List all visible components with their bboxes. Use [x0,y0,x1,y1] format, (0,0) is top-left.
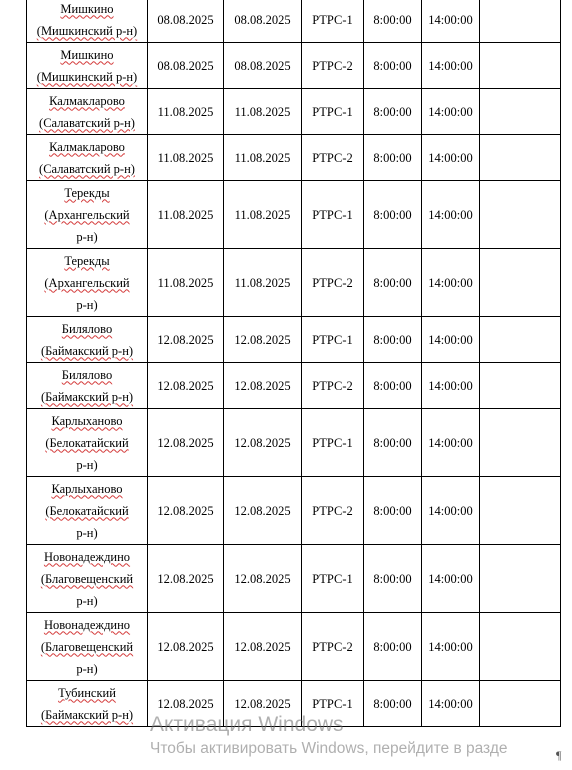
cell-end-date: 08.08.2025 [224,43,302,89]
cell-time-end: 14:00:00 [422,317,480,363]
location-line: (Белокатайский [45,435,129,450]
cell-end-date: 11.08.2025 [224,89,302,135]
cell-channel: РТРС-2 [302,363,364,409]
cell-start-date: 12.08.2025 [148,545,224,613]
cell-start-date: 12.08.2025 [148,613,224,681]
table-row [27,681,561,727]
location-line: (Салаватский р-н) [39,115,135,130]
cell-empty [480,181,561,249]
cell-empty [480,409,561,477]
cell-empty [480,43,561,89]
cell-start-date: 12.08.2025 [148,477,224,545]
cell-time-end: 14:00:00 [422,545,480,613]
cell-channel: РТРС-2 [302,43,364,89]
cell-location [27,363,148,409]
cell-channel: РТРС-1 [302,317,364,363]
cell-time-end: 14:00:00 [422,249,480,317]
location-line: Терекды [64,185,110,200]
table-row [27,613,561,681]
paragraph-mark: ¶ [556,748,562,762]
table-row [27,249,561,317]
cell-end-date: 12.08.2025 [224,681,302,727]
cell-time-start: 8:00:00 [364,249,422,317]
cell-time-end: 14:00:00 [422,477,480,545]
watermark-title: Активация Windows [150,713,344,736]
cell-end-date: 12.08.2025 [224,477,302,545]
cell-channel: РТРС-1 [302,409,364,477]
location-line: Тубинский [58,685,116,700]
cell-empty [480,135,561,181]
table-row [27,477,561,545]
cell-end-date: 11.08.2025 [224,135,302,181]
location-line: р-н) [76,229,98,244]
table-row [27,135,561,181]
location-line: (Архангельский [44,275,130,290]
cell-time-start: 8:00:00 [364,43,422,89]
location-line: Новонадеждино [43,549,131,564]
location-line: Мишкино [60,1,114,16]
cell-time-start: 8:00:00 [364,363,422,409]
location-line: (Белокатайский [45,503,129,518]
cell-location [27,135,148,181]
table-row [27,89,561,135]
location-line: р-н) [76,525,98,540]
cell-time-start: 8:00:00 [364,0,422,43]
cell-empty [480,477,561,545]
location-line: Карлыханово [51,481,123,496]
location-line: р-н) [76,593,98,608]
cell-start-date: 11.08.2025 [148,181,224,249]
location-line: Мишкино [60,47,114,62]
cell-time-start: 8:00:00 [364,89,422,135]
cell-start-date: 08.08.2025 [148,0,224,43]
cell-start-date: 08.08.2025 [148,43,224,89]
cell-time-end: 14:00:00 [422,135,480,181]
cell-empty [480,317,561,363]
location-line: Калмакларово [49,139,125,154]
cell-end-date: 08.08.2025 [224,0,302,43]
cell-end-date: 11.08.2025 [224,181,302,249]
cell-location [27,43,148,89]
location-line: (Баймакский р-н) [40,389,134,404]
table-row [27,317,561,363]
cell-channel: РТРС-2 [302,477,364,545]
cell-end-date: 12.08.2025 [224,613,302,681]
location-line: (Салаватский р-н) [39,161,135,176]
location-line: р-н) [76,297,98,312]
cell-channel: РТРС-2 [302,249,364,317]
cell-empty [480,545,561,613]
cell-time-end: 14:00:00 [422,181,480,249]
table-row [27,43,561,89]
cell-time-end: 14:00:00 [422,363,480,409]
watermark-subtitle: Чтобы активировать Windows, перейдите в разде [150,740,508,757]
location-line: Новонадеждино [43,617,131,632]
cell-end-date: 12.08.2025 [224,363,302,409]
location-line: Терекды [64,253,110,268]
cell-start-date: 11.08.2025 [148,89,224,135]
location-line: (Архангельский [44,207,130,222]
cell-empty [480,613,561,681]
cell-end-date: 12.08.2025 [224,317,302,363]
cell-start-date: 12.08.2025 [148,363,224,409]
cell-time-start: 8:00:00 [364,135,422,181]
cell-channel: РТРС-1 [302,545,364,613]
cell-channel: РТРС-1 [302,89,364,135]
cell-time-start: 8:00:00 [364,681,422,727]
cell-empty [480,89,561,135]
cell-time-start: 8:00:00 [364,181,422,249]
cell-time-end: 14:00:00 [422,43,480,89]
cell-time-end: 14:00:00 [422,681,480,727]
location-line: Билялово [61,367,113,382]
cell-location [27,681,148,727]
location-line: р-н) [76,661,98,676]
location-line: (Баймакский р-н) [40,707,134,722]
cell-end-date: 11.08.2025 [224,249,302,317]
cell-location [27,317,148,363]
cell-location [27,409,148,477]
cell-location [27,545,148,613]
cell-location [27,249,148,317]
location-line: Билялово [61,321,113,336]
cell-location [27,181,148,249]
location-line: (Благовещенский [40,639,134,654]
location-line: Карлыханово [51,413,123,428]
cell-empty [480,249,561,317]
cell-time-end: 14:00:00 [422,409,480,477]
schedule-body [27,0,561,727]
cell-time-start: 8:00:00 [364,477,422,545]
cell-channel: РТРС-2 [302,135,364,181]
cell-location [27,89,148,135]
cell-empty [480,0,561,43]
location-line: (Мишкинский р-н) [36,69,138,84]
cell-location [27,477,148,545]
table-row [27,0,561,43]
schedule-table [26,0,561,727]
cell-end-date: 12.08.2025 [224,409,302,477]
location-line: р-н) [76,457,98,472]
cell-channel: РТРС-1 [302,181,364,249]
table-row [27,409,561,477]
location-line: (Мишкинский р-н) [36,23,138,38]
cell-location [27,0,148,43]
cell-start-date: 12.08.2025 [148,317,224,363]
cell-time-end: 14:00:00 [422,89,480,135]
cell-channel: РТРС-1 [302,681,364,727]
cell-time-end: 14:00:00 [422,613,480,681]
cell-start-date: 12.08.2025 [148,681,224,727]
cell-start-date: 12.08.2025 [148,409,224,477]
table-row [27,181,561,249]
cell-end-date: 12.08.2025 [224,545,302,613]
location-line: (Баймакский р-н) [40,343,134,358]
cell-time-start: 8:00:00 [364,545,422,613]
table-row [27,363,561,409]
location-line: Калмакларово [49,93,125,108]
cell-time-end: 14:00:00 [422,0,480,43]
cell-channel: РТРС-1 [302,0,364,43]
cell-location [27,613,148,681]
cell-empty [480,363,561,409]
cell-start-date: 11.08.2025 [148,135,224,181]
cell-start-date: 11.08.2025 [148,249,224,317]
cell-empty [480,681,561,727]
table-row [27,545,561,613]
location-line: (Благовещенский [40,571,134,586]
cell-time-start: 8:00:00 [364,317,422,363]
cell-time-start: 8:00:00 [364,613,422,681]
cell-time-start: 8:00:00 [364,409,422,477]
cell-channel: РТРС-2 [302,613,364,681]
